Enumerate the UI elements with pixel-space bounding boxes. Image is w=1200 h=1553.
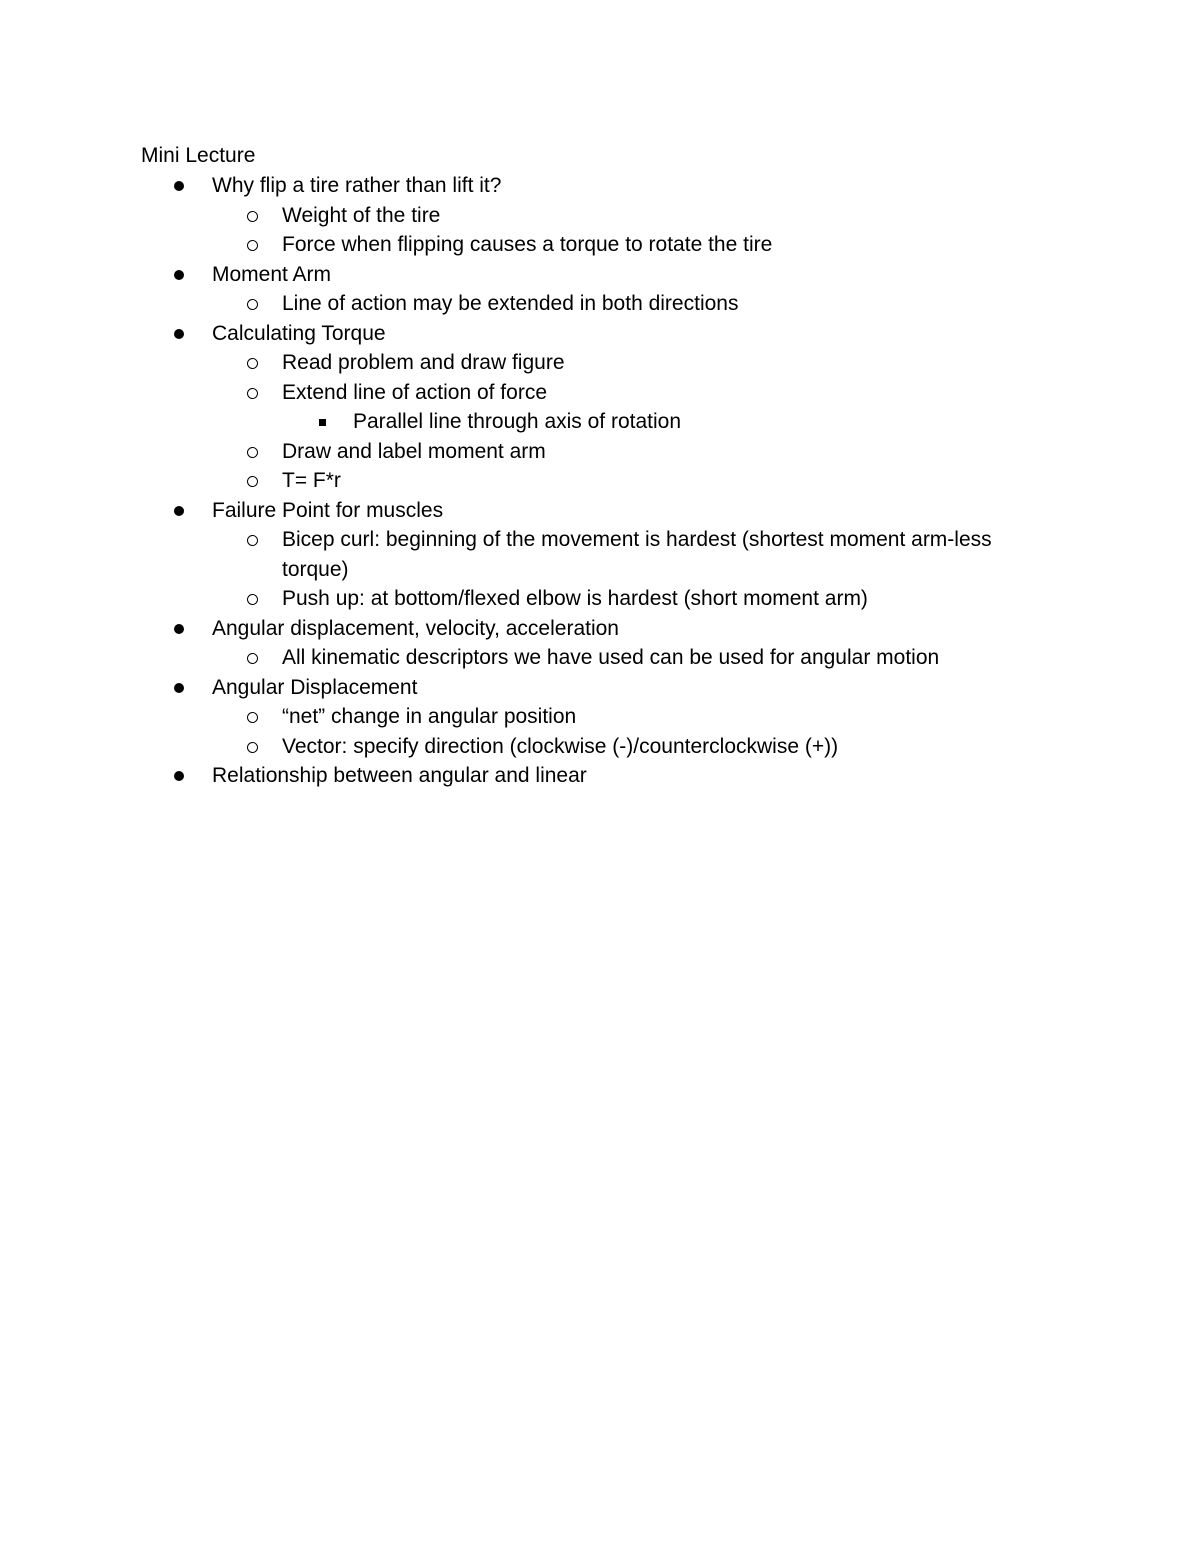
- outline-item-level-1: [212, 673, 417, 703]
- bullet-circle-icon: [247, 712, 258, 723]
- bullet-circle-icon: [247, 358, 258, 369]
- outline-item-level-2: [282, 289, 738, 319]
- outline-item-level-2: [282, 378, 547, 408]
- bullet-circle-icon: [247, 476, 258, 487]
- bullet-disc-icon: [174, 270, 184, 280]
- outline-item-level-2: [282, 584, 868, 614]
- outline-item-text: Moment Arm: [212, 262, 332, 286]
- outline-item-text: Angular displacement, velocity, acceleration: [212, 616, 619, 640]
- bullet-disc-icon: [174, 683, 184, 693]
- outline-item-level-2: [282, 643, 939, 673]
- outline-item-text: Weight of the tire: [282, 203, 441, 227]
- outline-item-level-1: [212, 496, 443, 526]
- outline-item-level-1: [212, 260, 331, 290]
- outline-item-text: Angular Displacement: [212, 675, 418, 699]
- bullet-circle-icon: [247, 653, 258, 664]
- outline-item-continuation-text: torque): [282, 557, 349, 581]
- outline-item-text: Draw and label moment arm: [282, 439, 546, 463]
- outline-item-level-2: [282, 230, 772, 260]
- outline-item-text: Vector: specify direction (clockwise (-)/counterclockwise (+)): [282, 734, 839, 758]
- outline-item-text: Relationship between angular and linear: [212, 764, 587, 787]
- outline-item-level-2: [282, 201, 440, 231]
- outline-item-text: T= F*r: [282, 469, 341, 492]
- bullet-square-icon: [319, 419, 326, 426]
- outline-item-level-1: [212, 761, 587, 791]
- bullet-circle-icon: [247, 388, 258, 399]
- bullet-circle-icon: [247, 240, 258, 251]
- outline-item-text: Bicep curl: beginning of the movement is hardest (shortest moment arm-less: [282, 528, 992, 551]
- outline-item-text: Line of action may be extended in both directions: [282, 292, 739, 315]
- outline-item-text: Parallel line through axis of rotation: [353, 410, 682, 433]
- outline-item-level-1: [212, 171, 501, 201]
- outline-item-level-2: [282, 732, 838, 762]
- bullet-disc-icon: [174, 771, 184, 781]
- bullet-circle-icon: [247, 594, 258, 605]
- bullet-disc-icon: [174, 329, 184, 339]
- outline-item-level-3: [353, 407, 681, 437]
- outline-item-text: Push up: at bottom/flexed elbow is hardest (short moment arm): [282, 587, 868, 610]
- outline-item-level-1: [212, 319, 386, 349]
- outline-item-text: “net” change in angular position: [282, 705, 577, 728]
- outline-item-text: Extend line of action of force: [282, 380, 547, 404]
- outline-item-level-2: [282, 525, 992, 584]
- outline-item-text: Failure Point for muscles: [212, 498, 444, 522]
- document-title: Mini Lecture: [141, 144, 256, 167]
- bullet-disc-icon: [174, 181, 184, 191]
- outline-item-level-2: [282, 466, 341, 496]
- outline-item-text: Force when flipping causes a torque to rotate the tire: [282, 233, 773, 256]
- outline-item-text: All kinematic descriptors we have used can be used for angular motion: [282, 646, 940, 669]
- outline-item-level-1: [212, 614, 619, 644]
- bullet-disc-icon: [174, 624, 184, 634]
- bullet-circle-icon: [247, 211, 258, 222]
- bullet-circle-icon: [247, 742, 258, 753]
- outline-item-text: Calculating Torque: [212, 321, 386, 345]
- bullet-circle-icon: [247, 299, 258, 310]
- outline-item-text: Read problem and draw figure: [282, 351, 565, 374]
- outline-item-level-2: [282, 702, 576, 732]
- outline-item-text: Why flip a tire rather than lift it?: [212, 174, 502, 197]
- outline-item-level-2: [282, 348, 565, 378]
- outline-item-level-2: [282, 437, 546, 467]
- bullet-circle-icon: [247, 447, 258, 458]
- bullet-circle-icon: [247, 535, 258, 546]
- bullet-disc-icon: [174, 506, 184, 516]
